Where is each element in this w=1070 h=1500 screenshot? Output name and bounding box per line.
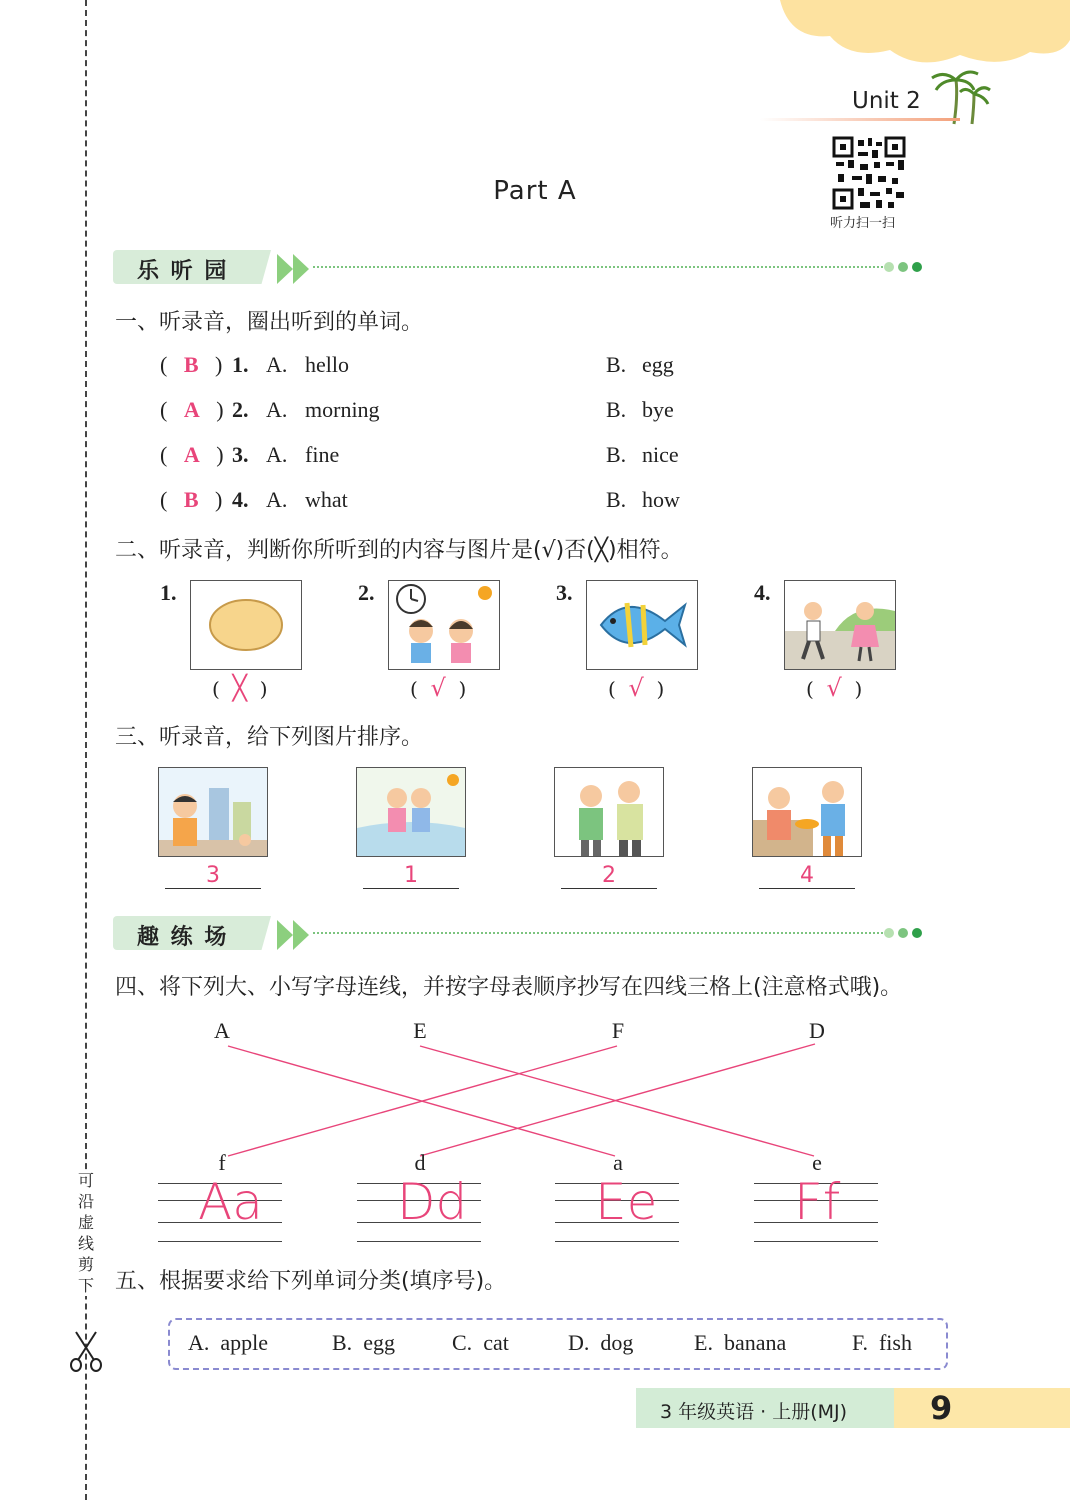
q1-option-b-label: B. xyxy=(606,487,627,512)
lowercase-letter: d xyxy=(414,1150,426,1175)
check-mark: √ xyxy=(826,674,842,702)
word-label: E. xyxy=(694,1330,713,1355)
q1-number: 3. xyxy=(232,442,249,467)
q1-option-b-label: B. xyxy=(606,397,627,422)
q1-title: 一、听录音，圈出听到的单词。 xyxy=(115,310,424,335)
q1-number: 4. xyxy=(232,487,249,512)
q1-answer: A xyxy=(183,397,200,422)
unit-title: Unit 2 xyxy=(852,88,921,114)
word-text: apple xyxy=(220,1330,269,1355)
q1-option-a-word[interactable]: hello xyxy=(305,352,349,377)
q3-order: 3 xyxy=(206,863,220,888)
q2-number: 1. xyxy=(160,580,177,605)
written-letters: Ff xyxy=(794,1173,841,1231)
q2-number: 3. xyxy=(556,580,573,605)
banner-title: 乐 听 园 xyxy=(137,259,229,284)
writing-grid xyxy=(555,1173,679,1239)
q1-option-a-label: A. xyxy=(266,397,288,422)
q1-answer: B xyxy=(183,487,199,512)
uppercase-letter: E xyxy=(413,1018,427,1043)
q3-title: 三、听录音，给下列图片排序。 xyxy=(115,725,424,750)
written-letters: Dd xyxy=(397,1173,468,1231)
q1-option-a-word[interactable]: morning xyxy=(305,397,380,422)
q3-order: 4 xyxy=(800,863,814,888)
q1-option-b-word[interactable]: bye xyxy=(642,397,674,422)
q2-number: 4. xyxy=(754,580,771,605)
word-bank-item xyxy=(188,1330,268,1356)
page-title: Part A xyxy=(493,176,577,206)
q3-order: 2 xyxy=(602,863,616,888)
q2-title: 二、听录音，判断你所听到的内容与图片是(√)否(╳)相符。 xyxy=(115,538,683,563)
writing-grid xyxy=(158,1173,282,1239)
book-title: 3 年级英语 · 上册(MJ) xyxy=(660,1401,848,1423)
q2-answer: ( ╳ ) xyxy=(212,674,268,702)
q1-number: 2. xyxy=(232,397,249,422)
q2-answer: ( √ ) xyxy=(410,674,467,702)
word-text: fish xyxy=(878,1330,912,1355)
word-bank-item xyxy=(694,1330,786,1356)
q2-answer: ( √ ) xyxy=(608,674,665,702)
check-mark: √ xyxy=(628,674,644,702)
word-text: banana xyxy=(723,1330,787,1355)
lowercase-letter: e xyxy=(812,1150,822,1175)
uppercase-letter: D xyxy=(809,1018,825,1043)
check-mark: √ xyxy=(430,674,446,702)
q1-option-b-word[interactable]: nice xyxy=(642,442,679,467)
word-label: D. xyxy=(568,1330,590,1355)
word-label: A. xyxy=(188,1330,210,1355)
q1-number: 1. xyxy=(232,352,249,377)
q1-answer: B xyxy=(183,352,199,377)
word-label: B. xyxy=(332,1330,353,1355)
word-bank-item xyxy=(332,1330,395,1356)
cut-hint: 可沿虚线剪下 xyxy=(74,1170,98,1296)
q1-answer-paren: ( A ) xyxy=(160,442,224,467)
word-bank-item xyxy=(452,1330,509,1356)
word-text: egg xyxy=(363,1330,395,1355)
lowercase-letter: a xyxy=(613,1150,623,1175)
word-text: dog xyxy=(600,1330,634,1355)
q1-option-a-label: A. xyxy=(266,442,288,467)
q1-option-b-label: B. xyxy=(606,352,627,377)
q1-answer-paren: ( B ) xyxy=(160,487,223,512)
cross-mark: ╳ xyxy=(232,674,247,702)
q5-title: 五、根据要求给下列单词分类(填序号)。 xyxy=(115,1269,507,1294)
q1-option-a-label: A. xyxy=(266,487,288,512)
word-bank-item xyxy=(568,1330,633,1356)
word-label: C. xyxy=(452,1330,473,1355)
uppercase-letter: F xyxy=(611,1018,625,1043)
page-number: 9 xyxy=(930,1389,953,1427)
word-bank xyxy=(168,1318,948,1370)
q1-answer: A xyxy=(183,442,200,467)
banner-title: 趣 练 场 xyxy=(137,925,229,950)
qr-label: 听力扫一扫 xyxy=(830,216,896,231)
q2-answer: ( √ ) xyxy=(806,674,863,702)
q1-answer-paren: ( A ) xyxy=(160,397,224,422)
q1-option-a-word[interactable]: what xyxy=(305,487,348,512)
writing-grid xyxy=(357,1173,481,1239)
q4-title: 四、将下列大、小写字母连线，并按字母表顺序抄写在四线三格上(注意格式哦)。 xyxy=(115,975,903,1000)
writing-grid xyxy=(754,1173,878,1239)
q1-answer-paren: ( B ) xyxy=(160,352,223,377)
word-text: cat xyxy=(483,1330,509,1355)
q1-option-a-word[interactable]: fine xyxy=(305,442,340,467)
q1-option-b-word[interactable]: how xyxy=(642,487,680,512)
q1-option-b-label: B. xyxy=(606,442,627,467)
q2-number: 2. xyxy=(358,580,375,605)
word-label: F. xyxy=(852,1330,868,1355)
lowercase-letter: f xyxy=(218,1150,226,1175)
q3-order: 1 xyxy=(404,863,418,888)
word-bank-item xyxy=(852,1330,912,1356)
q1-option-b-word[interactable]: egg xyxy=(642,352,674,377)
q1-option-a-label: A. xyxy=(266,352,288,377)
footer-page-bar xyxy=(894,1388,1070,1428)
written-letters: Ee xyxy=(595,1173,658,1231)
uppercase-letter: A xyxy=(214,1018,230,1043)
written-letters: Aa xyxy=(198,1173,263,1231)
